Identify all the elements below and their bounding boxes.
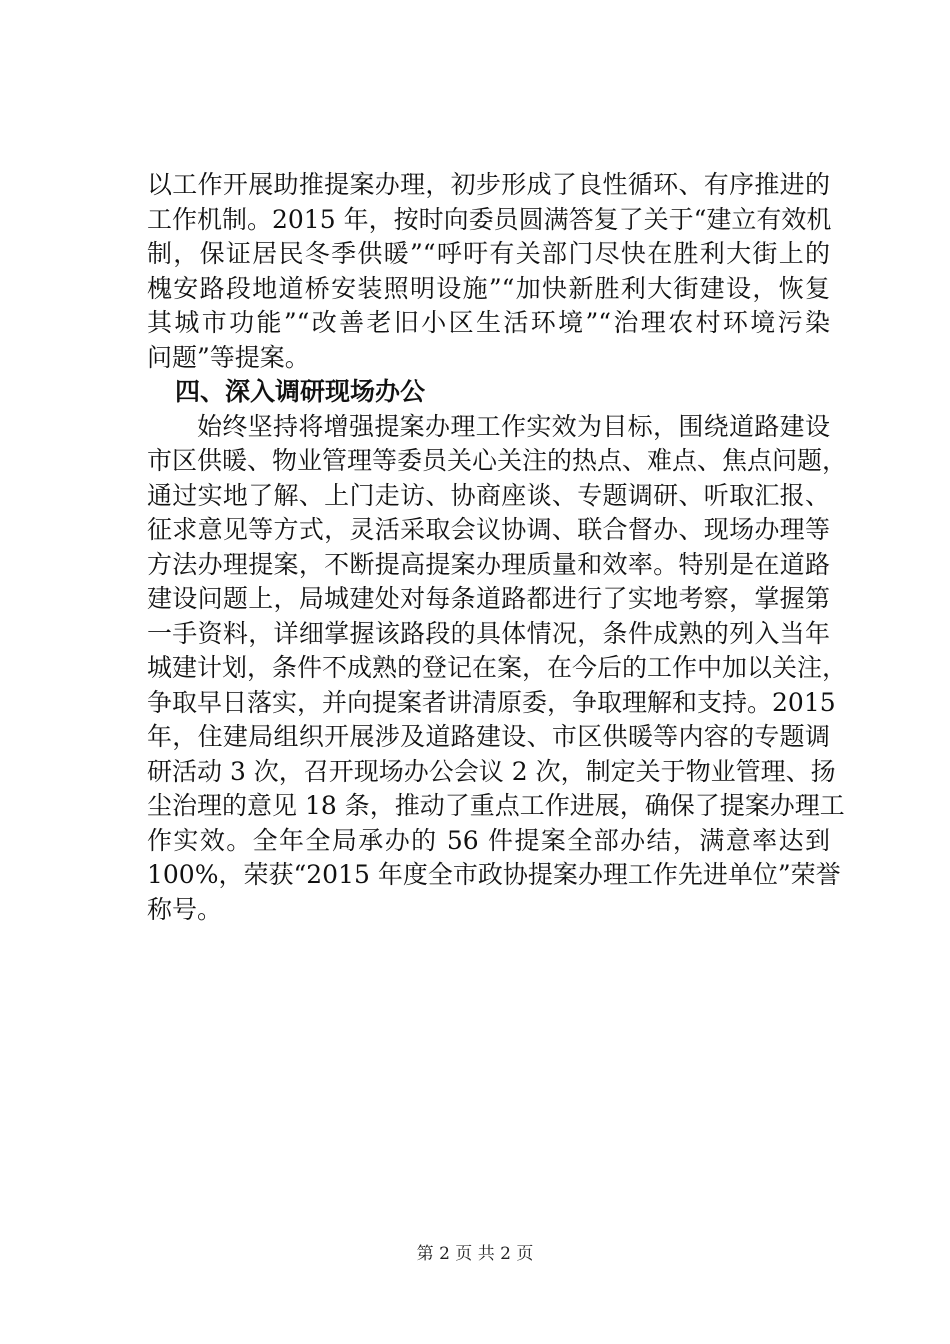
- paragraph-line: 以工作开展助推提案办理，初步形成了良性循环、有序推进的: [147, 170, 830, 199]
- paragraph-line: 研活动 3 次，召开现场办公会议 2 次，制定关于物业管理、扬: [147, 756, 836, 786]
- paragraph-line: 方法办理提案，不断提高提案办理质量和效率。特别是在道路: [147, 549, 830, 579]
- paragraph-line: 称号。: [147, 894, 223, 924]
- page-content: [147, 168, 848, 927]
- paragraph-line: 城建计划，条件不成熟的登记在案，在今后的工作中加以关注，: [147, 653, 848, 682]
- paragraph-2: [147, 410, 848, 928]
- paragraph-line: 争取早日落实，并向提案者讲清原委，争取理解和支持。2015: [147, 687, 836, 717]
- paragraph-line: 尘治理的意见 18 条，推动了重点工作进展，确保了提案办理工: [147, 791, 845, 820]
- paragraph-line: 一手资料，详细掌握该路段的具体情况，条件成熟的列入当年: [147, 618, 830, 648]
- section-heading: 四、深入调研现场办公: [175, 377, 426, 406]
- paragraph-1: [147, 168, 830, 375]
- paragraph-line: 问题”等提案。: [147, 342, 310, 372]
- paragraph-line: 100%，荣获“2015 年度全市政协提案办理工作先进单位”荣誉: [147, 860, 841, 889]
- paragraph-line: 建设问题上，局城建处对每条道路都进行了实地考察，掌握第: [147, 584, 830, 613]
- paragraph-line: 始终坚持将增强提案办理工作实效为目标，围绕道路建设: [197, 411, 830, 441]
- paragraph-line: 制，保证居民冬季供暖”“呼吁有关部门尽快在胜利大街上的: [147, 239, 830, 268]
- paragraph-line: 市区供暖、物业管理等委员关心关注的热点、难点、焦点问题，: [147, 446, 848, 475]
- paragraph-line: 年，住建局组织开展涉及道路建设、市区供暖等内容的专题调: [147, 722, 830, 751]
- paragraph-line: 征求意见等方式，灵活采取会议协调、联合督办、现场办理等: [147, 515, 830, 544]
- paragraph-line: 其城市功能”“改善老旧小区生活环境”“治理农村环境污染: [147, 308, 830, 337]
- paragraph-line: 通过实地了解、上门走访、协商座谈、专题调研、听取汇报、: [147, 480, 830, 510]
- paragraph-line: 工作机制。2015 年，按时向委员圆满答复了关于“建立有效机: [147, 204, 832, 234]
- page-footer: 第 2 页 共 2 页: [416, 1244, 534, 1264]
- paragraph-line: 作实效。全年全局承办的 56 件提案全部办结，满意率达到: [147, 825, 830, 855]
- paragraph-line: 槐安路段地道桥安装照明设施”“加快新胜利大街建设，恢复: [147, 273, 830, 303]
